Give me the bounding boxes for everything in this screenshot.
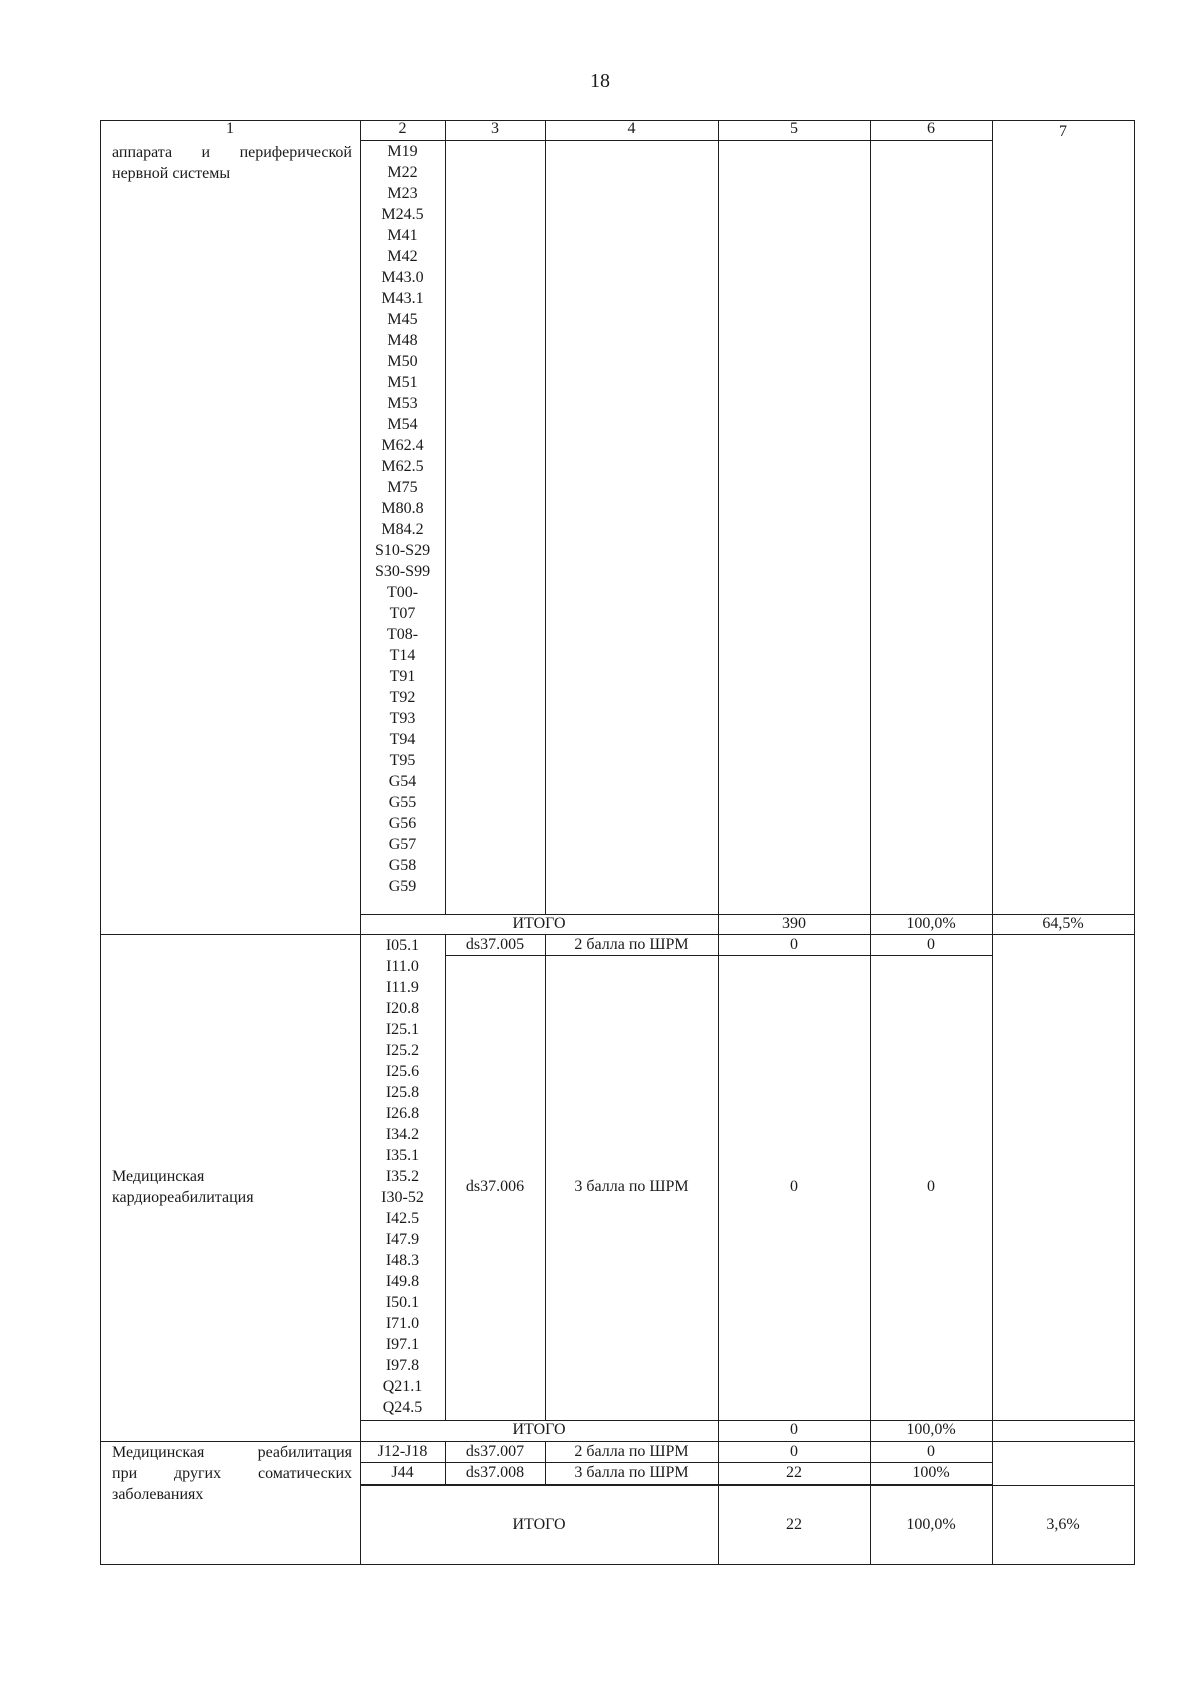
total-col-7: 3,6% — [1046, 1516, 1080, 1533]
code: M23 — [387, 185, 418, 202]
section-2-codes — [360, 935, 445, 1418]
header-col-3: 3 — [491, 120, 499, 137]
page-number: 18 — [590, 70, 610, 92]
code: M45 — [387, 311, 418, 328]
code: Q21.1 — [382, 1378, 423, 1395]
total-label: ИТОГО — [512, 915, 566, 932]
code: M80.8 — [381, 500, 424, 517]
code: G55 — [388, 794, 417, 811]
code: S30-S99 — [374, 563, 431, 580]
code: I11.0 — [386, 958, 419, 975]
row-col-6: 100% — [912, 1464, 950, 1481]
section-3-label-line-3: заболеваниях — [112, 1486, 204, 1503]
code: T08- — [386, 626, 419, 643]
row-col-6: 0 — [927, 1443, 935, 1460]
section-1-label-line-1: аппарата и периферической — [112, 144, 352, 161]
code: M53 — [387, 395, 418, 412]
code: T93 — [389, 710, 416, 727]
code: I42.5 — [385, 1210, 420, 1227]
header-col-4: 4 — [627, 120, 636, 137]
row-col-6: 0 — [927, 936, 935, 953]
code: I71.0 — [385, 1315, 420, 1332]
code: M24.5 — [381, 206, 424, 223]
section-2-label-line-1: Медицинская — [112, 1168, 205, 1185]
code: G54 — [388, 773, 417, 790]
row-col-5: 22 — [786, 1464, 802, 1481]
code: T92 — [389, 689, 416, 706]
code: M19 — [387, 143, 418, 160]
code: M42 — [387, 248, 418, 265]
code: T14 — [389, 647, 416, 664]
row-col-5: 0 — [790, 1443, 798, 1460]
code: M54 — [387, 416, 418, 433]
code: M50 — [387, 353, 418, 370]
code: I97.1 — [385, 1336, 420, 1353]
header-col-2: 2 — [398, 120, 407, 137]
total-col-5: 22 — [786, 1516, 802, 1533]
section-3-label-line-2: при других соматических — [112, 1465, 352, 1482]
code: M62.4 — [381, 437, 424, 454]
row-col-4: 3 балла по ШРМ — [574, 1464, 689, 1481]
code: I34.2 — [385, 1126, 420, 1143]
total-col-5: 390 — [782, 915, 806, 932]
row-col-4: 2 балла по ШРМ — [574, 936, 689, 953]
code: T91 — [389, 668, 416, 685]
code: M22 — [387, 164, 418, 181]
code: T00- — [386, 584, 419, 601]
code: I49.8 — [385, 1273, 420, 1290]
header-col-5: 5 — [790, 120, 798, 137]
code: M75 — [387, 479, 418, 496]
code: I26.8 — [385, 1105, 420, 1122]
code: M62.5 — [381, 458, 424, 475]
row-col-2: J12-J18 — [377, 1443, 428, 1460]
code: I97.8 — [385, 1357, 420, 1374]
total-col-6: 100,0% — [906, 915, 956, 932]
row-col-5: 0 — [790, 936, 798, 953]
row-col-6: 0 — [927, 1178, 935, 1195]
code: M41 — [387, 227, 418, 244]
row-col-4: 3 балла по ШРМ — [574, 1178, 689, 1195]
code: G57 — [388, 836, 417, 853]
row-col-4: 2 балла по ШРМ — [574, 1443, 689, 1460]
code: I47.9 — [385, 1231, 420, 1248]
code: M84.2 — [381, 521, 424, 538]
code: I35.2 — [385, 1168, 420, 1185]
code: M43.1 — [381, 290, 424, 307]
row-col-2: J44 — [391, 1464, 414, 1481]
code: I11.9 — [386, 979, 419, 996]
total-col-6: 100,0% — [906, 1421, 956, 1438]
total-col-6: 100,0% — [906, 1516, 956, 1533]
code: T07 — [389, 605, 416, 622]
code: M43.0 — [381, 269, 424, 286]
code: I25.1 — [385, 1021, 420, 1038]
code: I20.8 — [385, 1000, 420, 1017]
section-1-label-line-2: нервной системы — [112, 165, 231, 182]
code: I25.6 — [385, 1063, 420, 1080]
code: I25.8 — [385, 1084, 420, 1101]
code: S10-S29 — [374, 542, 431, 559]
code: Q24.5 — [382, 1399, 423, 1416]
section-2-label-line-2: кардиореабилитация — [112, 1189, 254, 1206]
code: G59 — [388, 878, 417, 895]
code: G56 — [388, 815, 417, 832]
code: G58 — [388, 857, 417, 874]
row-col-3: ds37.005 — [465, 936, 525, 953]
total-label: ИТОГО — [512, 1421, 566, 1438]
total-col-5: 0 — [790, 1421, 798, 1438]
header-col-1: 1 — [226, 120, 234, 137]
total-col-7: 64,5% — [1042, 915, 1084, 932]
row-col-5: 0 — [790, 1178, 798, 1195]
section-1-codes — [360, 141, 445, 897]
code: I05.1 — [385, 937, 420, 954]
code: I48.3 — [385, 1252, 420, 1269]
code: T95 — [389, 752, 416, 769]
code: T94 — [389, 731, 416, 748]
row-col-3: ds37.007 — [465, 1443, 525, 1460]
header-col-6: 6 — [927, 120, 935, 137]
code: M48 — [387, 332, 418, 349]
total-label: ИТОГО — [512, 1516, 566, 1533]
code: M51 — [387, 374, 418, 391]
row-col-3: ds37.006 — [465, 1178, 525, 1195]
code: I50.1 — [385, 1294, 420, 1311]
code: I25.2 — [385, 1042, 420, 1059]
section-3-label-line-1: Медицинская реабилитация — [112, 1444, 352, 1461]
header-col-7: 7 — [1059, 123, 1067, 140]
code: I35.1 — [385, 1147, 420, 1164]
row-col-3: ds37.008 — [465, 1464, 525, 1481]
code: I30-52 — [381, 1189, 424, 1206]
